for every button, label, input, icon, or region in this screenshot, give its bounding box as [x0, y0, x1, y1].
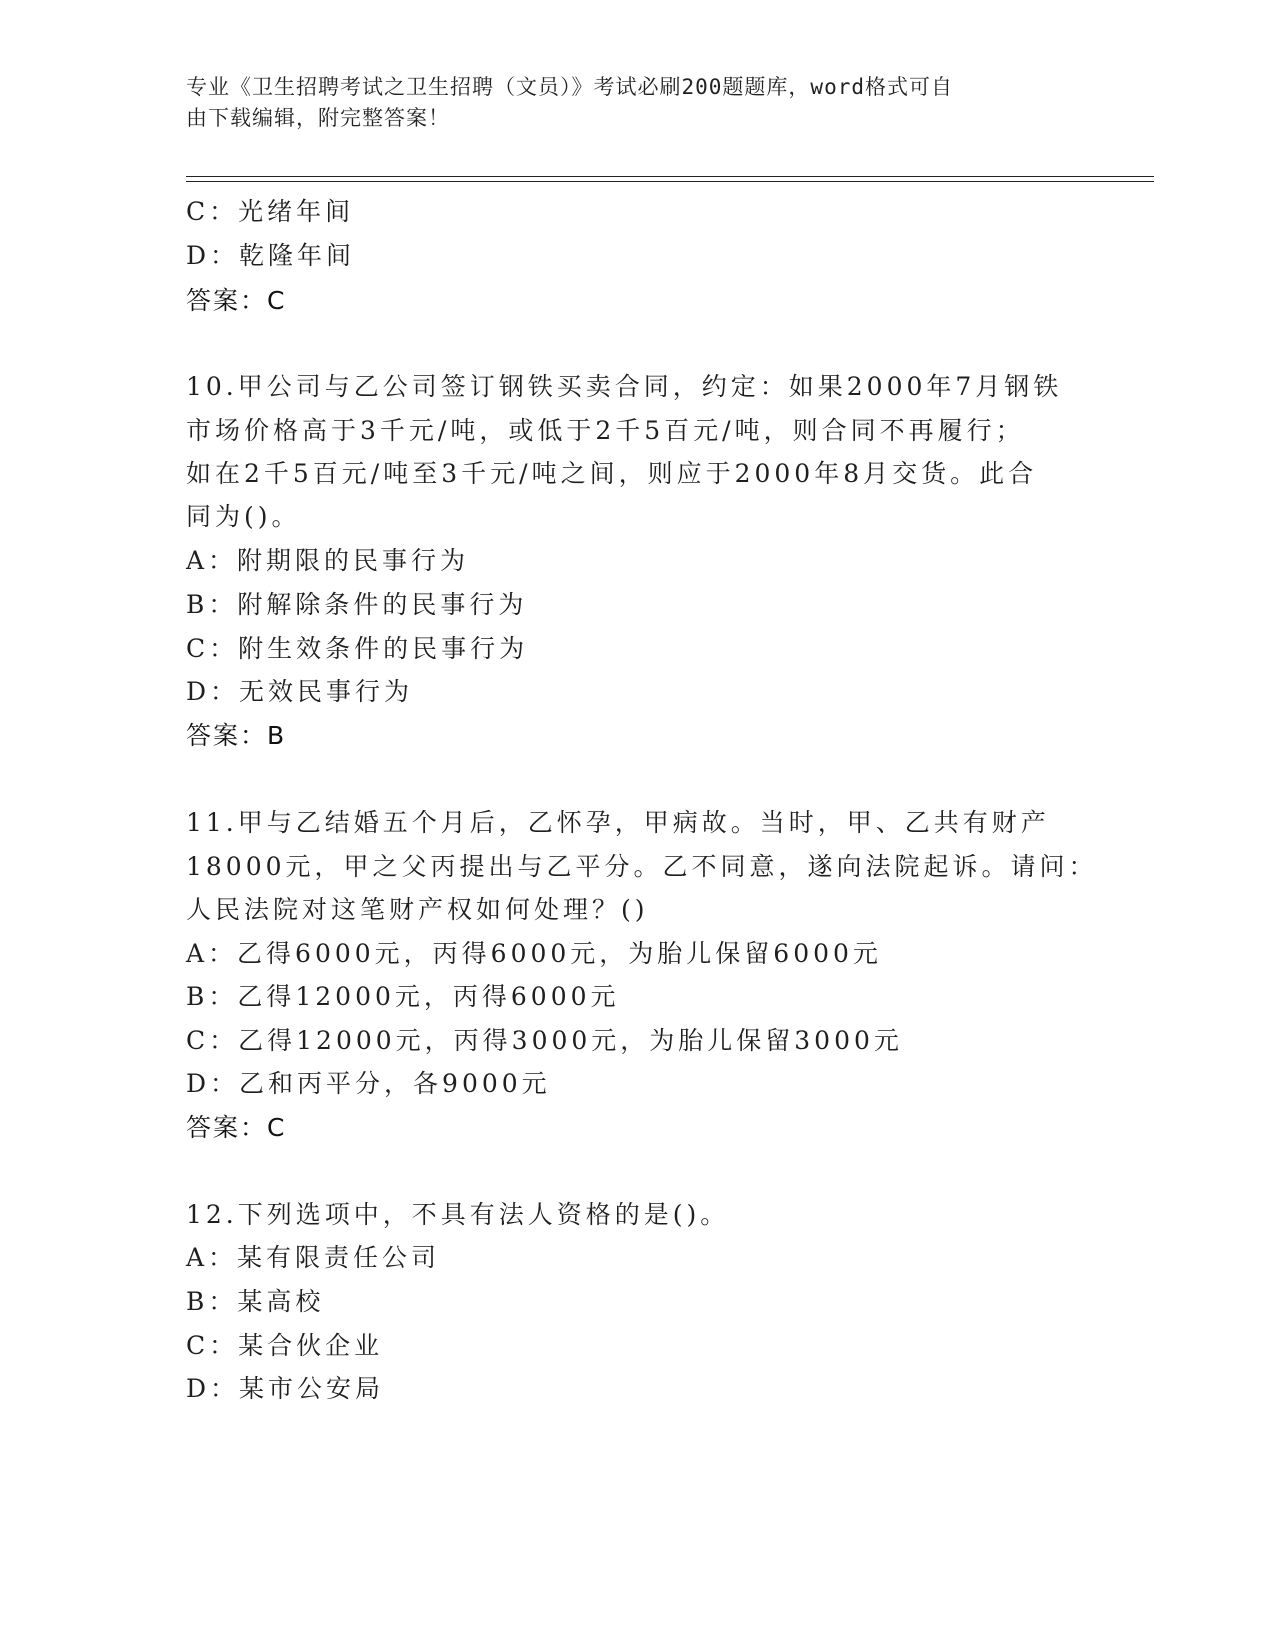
answer-line: 答案：B — [186, 721, 287, 750]
header-line-1: 专业《卫生招聘考试之卫生招聘（文员）》考试必刷200题题库，word格式可自 — [186, 75, 953, 99]
answer-line: 答案：C — [186, 1113, 287, 1142]
option-b: B：附解除条件的民事行为 — [186, 590, 528, 619]
option-d: D：某市公安局 — [186, 1374, 385, 1403]
option-b: B：某高校 — [186, 1287, 325, 1316]
option-d: D：无效民事行为 — [186, 677, 414, 706]
option-a: A：乙得6000元，丙得6000元，为胎儿保留6000元 — [186, 939, 882, 968]
answer-line: 答案：C — [186, 286, 287, 315]
question-text-line: 同为()。 — [186, 502, 301, 531]
header-rule-top — [186, 176, 1154, 177]
document-header — [186, 72, 1066, 134]
option-c: C：光绪年间 — [186, 197, 355, 226]
option-d: D：乙和丙平分，各9000元 — [186, 1069, 551, 1098]
question-text-line: 如在2千5百元/吨至3千元/吨之间，则应于2000年8月交货。此合 — [186, 459, 1038, 488]
question-text-line: 18000元，甲之父丙提出与乙平分。乙不同意，遂向法院起诉。请问： — [186, 852, 1098, 881]
option-d: D：乾隆年间 — [186, 241, 356, 270]
header-line-2: 由下载编辑，附完整答案！ — [186, 106, 450, 130]
question-text-line: 10.甲公司与乙公司签订钢铁买卖合同，约定：如果2000年7月钢铁 — [186, 372, 1063, 401]
option-b: B：乙得12000元，丙得6000元 — [186, 982, 620, 1011]
option-a: A：附期限的民事行为 — [186, 546, 470, 575]
option-c: C：附生效条件的民事行为 — [186, 634, 529, 663]
question-text-line: 人民法院对这笔财产权如何处理？() — [186, 895, 649, 924]
question-text-line: 市场价格高于3千元/吨，或低于2千5百元/吨，则合同不再履行； — [186, 416, 1025, 445]
question-text-line: 11.甲与乙结婚五个月后，乙怀孕，甲病故。当时，甲、乙共有财产 — [186, 808, 1050, 837]
option-a: A：某有限责任公司 — [186, 1243, 441, 1272]
header-rule-bottom — [186, 181, 1154, 182]
option-c: C：某合伙企业 — [186, 1331, 384, 1360]
option-c: C：乙得12000元，丙得3000元，为胎儿保留3000元 — [186, 1026, 903, 1055]
question-text-line: 12.下列选项中，不具有法人资格的是()。 — [186, 1200, 730, 1229]
